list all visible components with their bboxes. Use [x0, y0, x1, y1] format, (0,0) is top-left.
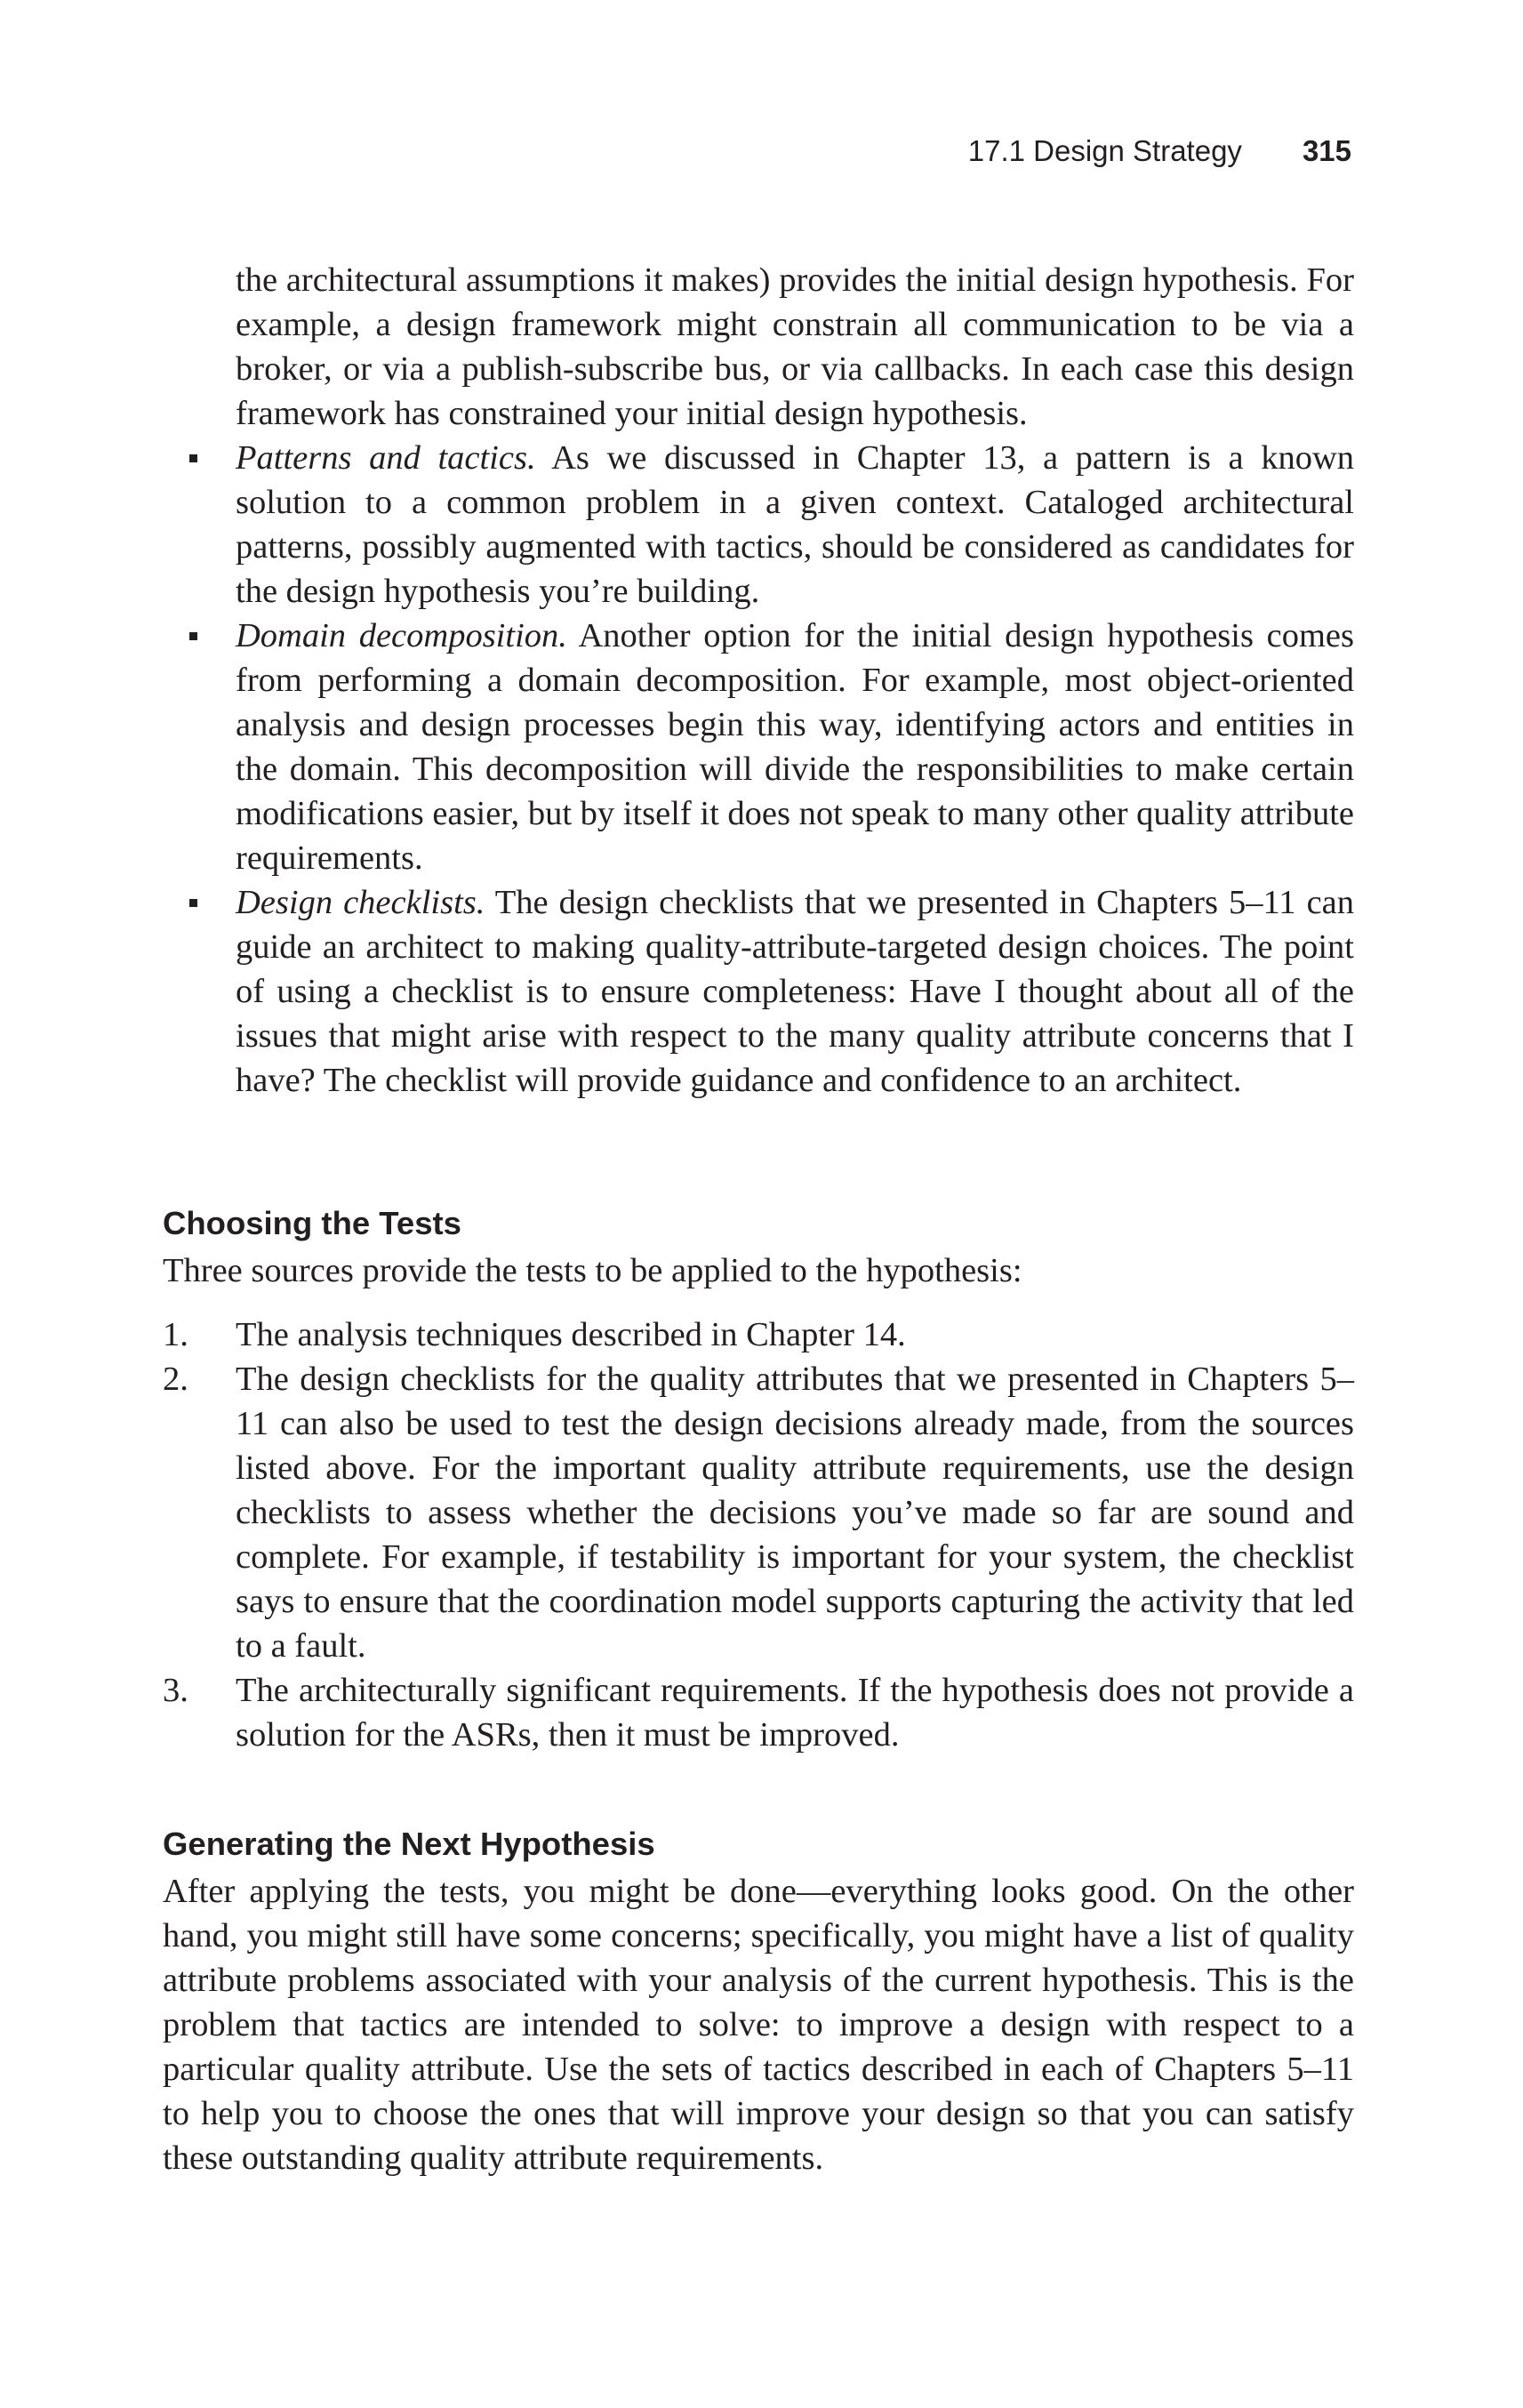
item-text: The analysis techniques described in Chapter 14.	[236, 1316, 906, 1353]
bullet-item-patterns-and-tactics	[236, 436, 1354, 614]
bullet-item-design-checklists	[236, 880, 1354, 1103]
item-text: The architecturally significant requirements. If the hypothesis does not provide a solution for the ASRs, then it must be improved.	[236, 1672, 1354, 1754]
bullet-term: Domain decomposition.	[236, 617, 567, 654]
numbered-item	[163, 1668, 1354, 1757]
item-number: 2.	[163, 1361, 188, 1398]
heading-choosing-the-tests: Choosing the Tests	[163, 1205, 461, 1241]
bullet-item-domain-decomposition	[236, 614, 1354, 880]
numbered-item	[163, 1357, 1354, 1668]
heading-generating-next-hypothesis: Generating the Next Hypothesis	[163, 1826, 655, 1862]
numbered-list	[163, 1312, 1354, 1757]
running-head	[889, 130, 1351, 173]
section-title: 17.1 Design Strategy	[967, 134, 1242, 167]
next-hypothesis-paragraph: After applying the tests, you might be done—everything looks good. On the other hand, you might still have some concerns; specifically, you might have a list of quality attribute problems associated with your analysis of the current hypothesis. This is the problem that tactics are intended to solve: to improve a design with respect to a particular quality attribute. Use the sets of tactics described in each of Chapters 5–11 to help you to choose the ones that will improve your design so that you can satisfy these outstanding quality attribute requirements.	[163, 1873, 1354, 2177]
bullet-text: The design checklists that we presented in Chapters 5–11 can guide an architect to making quality-attribute-targeted design choices. The point of using a checklist is to ensure completeness: Have I thought about all of the issues that might arise with respect to the many quality attribute concerns that I have? The checklist will provide guidance and confidence to an architect.	[236, 884, 1354, 1099]
bullet-continuation: the architectural assumptions it makes) provides the initial design hypothesis. For example, a design framework might constrain all communication to be via a broker, or via a publish-subscribe bus, or via callbacks. In each case this design framework has constrained your initial design hypothesis.	[236, 261, 1354, 432]
bullet-text: As we discussed in Chapter 13, a pattern is a known solution to a common problem in a given context. Cataloged architectural patterns, possibly augmented with tactics, should be considered as candidates for the design hypothesis you’re building.	[236, 439, 1354, 610]
choosing-tests-intro: Three sources provide the tests to be applied to the hypothesis:	[163, 1252, 1022, 1289]
bullet-list	[163, 258, 1354, 1103]
item-number: 1.	[163, 1316, 188, 1353]
page-number: 315	[1302, 134, 1351, 167]
item-text: The design checklists for the quality attributes that we presented in Chapters 5–11 can also be used to test the design decisions already made, from the sources listed above. For the important quality attribute requirements, use the design checklists to assess whether the decisions you’ve made so far are sound and complete. For example, if testability is important for your system, the checklist says to ensure that the coordination model supports capturing the activity that led to a fault.	[236, 1361, 1354, 1665]
bullet-term: Design checklists.	[236, 884, 485, 921]
bullet-term: Patterns and tactics.	[236, 439, 536, 477]
item-number: 3.	[163, 1672, 188, 1709]
bullet-text: Another option for the initial design hypothesis comes from performing a domain decomposition. For example, most object-oriented analysis and design processes begin this way, identifying actors and entities in the domain. This decomposition will divide the responsibilities to make certain modifications easier, but by itself it does not speak to many other quality attribute requirements.	[236, 617, 1354, 877]
numbered-item	[163, 1312, 1354, 1357]
